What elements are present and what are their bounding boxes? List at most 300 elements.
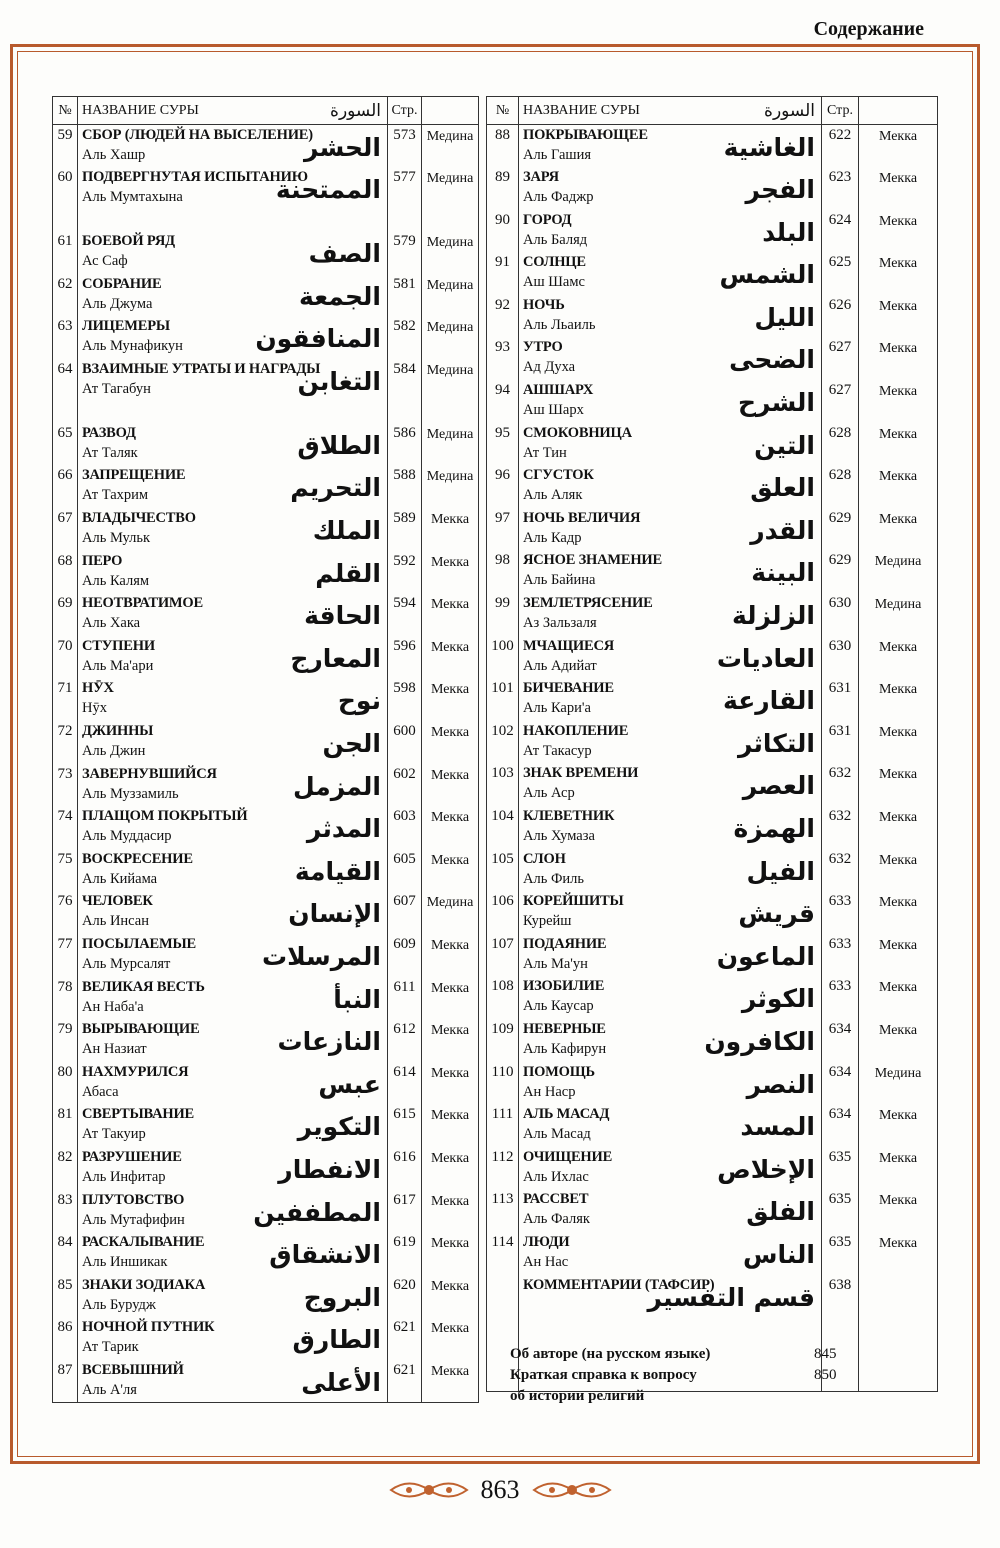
surah-name-arabic: التغابن: [297, 366, 381, 396]
surah-name-ru: ЗНАКИ ЗОДИАКА: [82, 1276, 206, 1293]
surah-place: Мекка: [422, 636, 479, 679]
surah-name-ru: БИЧЕВАНИЕ: [523, 680, 614, 697]
surah-number: 73: [53, 764, 78, 807]
surah-name-translit: Аль Каусар: [523, 998, 594, 1015]
surah-name-arabic: الحاقة: [304, 601, 381, 631]
surah-table-left: [52, 96, 479, 1403]
surah-number: 65: [53, 423, 78, 466]
header-place: [859, 97, 938, 125]
surah-page: 633: [822, 976, 859, 1019]
surah-name-ru: ЗАВЕРНУВШИЙСЯ: [82, 765, 217, 782]
surah-title-cell: [519, 976, 822, 1019]
surah-row: [487, 252, 938, 295]
surah-place: Мекка: [859, 295, 938, 338]
surah-name-arabic: قريش: [738, 899, 815, 929]
surah-name-ru: ЧЕЛОВЕК: [82, 893, 153, 910]
header-page: Стр.: [388, 97, 422, 125]
surah-place: Мекка: [859, 721, 938, 764]
surah-name-translit: Ан Назиат: [82, 1041, 147, 1058]
surah-name-ru: ПОМОЩЬ: [523, 1063, 595, 1080]
surah-row: [53, 316, 479, 359]
surah-name-translit: Нӯх: [82, 700, 107, 717]
surah-name-ru: ЗЕМЛЕТРЯСЕНИЕ: [523, 595, 653, 612]
surah-name-translit: Аль Фаджр: [523, 189, 594, 206]
surah-title-cell: [78, 593, 388, 636]
surah-number: 68: [53, 551, 78, 594]
surah-name-ru: НӮХ: [82, 680, 114, 697]
surah-row: [487, 423, 938, 466]
surah-page: 611: [388, 977, 422, 1020]
surah-name-translit: Аль Иншикак: [82, 1254, 168, 1271]
surah-place: Мекка: [859, 763, 938, 806]
surah-name-arabic: الجن: [322, 729, 381, 759]
surah-row: [487, 337, 938, 380]
surah-name-translit: Аль Муддасир: [82, 828, 172, 845]
surah-row: [487, 636, 938, 679]
surah-page: 631: [822, 678, 859, 721]
header-num: №: [487, 97, 519, 125]
surah-name-ru: АЛЬ МАСАД: [523, 1106, 610, 1123]
surah-name-translit: Аль Инсан: [82, 913, 149, 930]
page-footer: [0, 1470, 1000, 1510]
surah-row: [487, 1232, 938, 1275]
surah-row: [53, 1062, 479, 1105]
surah-name-translit: Аль Ихлас: [523, 1168, 589, 1185]
surah-place: Мекка: [422, 1317, 479, 1360]
surah-place: Медина: [422, 316, 479, 359]
surah-page: 632: [822, 763, 859, 806]
surah-row: [53, 1275, 479, 1318]
surah-name-ru: ДЖИННЫ: [82, 723, 154, 740]
header-title: [519, 97, 822, 125]
surah-name-translit: Абаса: [82, 1083, 119, 1100]
surah-name-translit: Ад Духа: [523, 359, 576, 376]
surah-name-ru: НОЧНОЙ ПУТНИК: [82, 1319, 215, 1336]
surah-place: Мекка: [859, 167, 938, 210]
surah-place: Медина: [859, 1062, 938, 1105]
header-page: Стр.: [822, 97, 859, 125]
extra-entry-author: Об авторе (на русском языке): [510, 1346, 711, 1362]
surah-row: [53, 274, 479, 317]
surah-name-translit: Ан Наба'а: [82, 998, 144, 1015]
surah-name-translit: Курейш: [523, 913, 572, 930]
surah-place: Мекка: [859, 934, 938, 977]
surah-name-arabic: الفيل: [746, 856, 815, 886]
surah-name-arabic: القارعة: [723, 686, 815, 716]
surah-page: 589: [388, 508, 422, 551]
surah-name-arabic: الطارق: [292, 1325, 381, 1355]
surah-row: [487, 891, 938, 934]
surah-title-cell: [519, 423, 822, 466]
surah-place: [859, 1275, 938, 1318]
surah-page: 619: [388, 1232, 422, 1275]
surah-name-ru: ВЫРЫВАЮЩИЕ: [82, 1021, 200, 1038]
surah-name-ru: ИЗОБИЛИЕ: [523, 978, 605, 995]
surah-name-ru: СВЕРТЫВАНИЕ: [82, 1106, 195, 1123]
surah-place: Мекка: [422, 934, 479, 977]
surah-row: [53, 1360, 479, 1403]
surah-name-arabic: الكوثر: [741, 984, 815, 1014]
surah-row: [53, 231, 479, 274]
surah-page: 586: [388, 423, 422, 466]
surah-name-ru: БОЕВОЙ РЯД: [82, 233, 175, 250]
surah-number: 94: [487, 380, 519, 423]
surah-title-cell: [78, 125, 388, 168]
surah-page: 633: [822, 891, 859, 934]
extra-entry-religions: Краткая справка к вопросу об истории религий: [510, 1367, 697, 1404]
surah-place: Мекка: [859, 1104, 938, 1147]
surah-row: [53, 508, 479, 551]
surah-number: 114: [487, 1232, 519, 1275]
surah-page: 623: [822, 167, 859, 210]
surah-name-translit: Аль Калям: [82, 572, 150, 589]
surah-place: Медина: [422, 167, 479, 231]
surah-title-cell: [519, 295, 822, 338]
surah-number: 97: [487, 508, 519, 551]
surah-number: 62: [53, 274, 78, 317]
surah-page: 579: [388, 231, 422, 274]
surah-title-cell: [78, 764, 388, 807]
surah-name-ru: ЛИЦЕМЕРЫ: [82, 318, 170, 335]
surah-row: [53, 891, 479, 934]
surah-name-translit: Аль Филь: [523, 870, 585, 887]
surah-title-cell: [78, 231, 388, 274]
surah-row: [53, 934, 479, 977]
surah-name-arabic: الشمس: [719, 260, 815, 290]
surah-place: Мекка: [422, 1232, 479, 1275]
surah-page: 631: [822, 721, 859, 764]
surah-page: 633: [822, 934, 859, 977]
surah-title-cell: [519, 1147, 822, 1190]
surah-name-ru: СБОР (ЛЮДЕЙ НА ВЫСЕЛЕНИЕ): [82, 127, 313, 143]
surah-number: 66: [53, 465, 78, 508]
surah-number: 78: [53, 977, 78, 1020]
surah-page: 635: [822, 1147, 859, 1190]
surah-name-ru: КЛЕВЕТНИК: [523, 808, 615, 824]
surah-title-cell: [519, 721, 822, 764]
surah-row: [53, 977, 479, 1020]
surah-name-ru: СГУСТОК: [523, 467, 594, 484]
surah-row: [53, 1317, 479, 1360]
surah-name-ru: ПЛАЩОМ ПОКРЫТЫЙ: [82, 808, 248, 825]
surah-name-arabic: الانفطار: [278, 1154, 381, 1184]
surah-name-arabic: التكاثر: [737, 728, 815, 758]
surah-name-arabic: القيامة: [294, 856, 381, 886]
surah-name-ru: СЛОН: [523, 850, 566, 867]
surah-name-arabic: المنافقون: [255, 324, 381, 354]
surah-row: [487, 1275, 938, 1318]
surah-number: 74: [53, 806, 78, 849]
surah-title-cell: [78, 849, 388, 892]
surah-number: 103: [487, 763, 519, 806]
surah-title-cell: [78, 806, 388, 849]
surah-page: 635: [822, 1232, 859, 1275]
surah-number: 107: [487, 934, 519, 977]
surah-name-ru: НАКОПЛЕНИЕ: [523, 722, 629, 739]
surah-place: Мекка: [422, 1147, 479, 1190]
surah-name-translit: Аль Баляд: [523, 231, 588, 248]
surah-place: Мекка: [422, 508, 479, 551]
surah-place: Мекка: [422, 764, 479, 807]
surah-place: Мекка: [422, 721, 479, 764]
surah-name-arabic: المعارج: [290, 643, 381, 673]
surah-list-left: [53, 125, 479, 1403]
surah-name-translit: Аль Мульк: [82, 530, 150, 547]
header-num: №: [53, 97, 78, 125]
surah-title-cell: [519, 593, 822, 636]
surah-number: 81: [53, 1104, 78, 1147]
surah-place: Мекка: [859, 891, 938, 934]
surah-row: [487, 1189, 938, 1232]
surah-name-ru: ЛЮДИ: [523, 1233, 570, 1250]
surah-name-arabic: القدر: [750, 515, 815, 545]
surah-name-ru: ВЗАИМНЫЕ УТРАТЫ И НАГРАДЫ: [82, 360, 321, 377]
surah-title-cell: [78, 316, 388, 359]
surah-row: [487, 976, 938, 1019]
surah-name-translit: Аль Мурсалят: [82, 956, 171, 972]
surah-place: Мекка: [422, 1275, 479, 1318]
surah-title-cell: [519, 337, 822, 380]
surah-page: 607: [388, 891, 422, 934]
surah-name-translit: Аль Адийат: [523, 657, 597, 674]
surah-row: [53, 1190, 479, 1233]
surah-title-cell: [78, 1190, 388, 1233]
surah-page: 614: [388, 1062, 422, 1105]
surah-name-ru: НОЧЬ: [523, 296, 565, 313]
surah-place: Медина: [422, 423, 479, 466]
surah-page: 577: [388, 167, 422, 231]
surah-title-cell: [519, 210, 822, 253]
surah-name-arabic: التكوير: [297, 1112, 381, 1142]
surah-title-cell: [78, 167, 388, 231]
surah-title-cell: [78, 1147, 388, 1190]
surah-table-right: [486, 96, 938, 1392]
surah-name-translit: Аль Джин: [82, 743, 146, 760]
surah-row: [487, 593, 938, 636]
surah-page: 628: [822, 423, 859, 466]
surah-place: Мекка: [859, 1147, 938, 1190]
surah-place: Медина: [859, 593, 938, 636]
surah-name-translit: Ат Тин: [523, 444, 567, 461]
surah-place: Медина: [422, 125, 479, 168]
surah-title-cell: [519, 678, 822, 721]
surah-number: [487, 1275, 519, 1318]
surah-number: 113: [487, 1189, 519, 1232]
surah-row: [487, 763, 938, 806]
surah-title-cell: [519, 1062, 822, 1105]
surah-page: 616: [388, 1147, 422, 1190]
surah-page: 629: [822, 508, 859, 551]
surah-place: Мекка: [859, 678, 938, 721]
surah-name-ru: ВОСКРЕСЕНИЕ: [82, 850, 193, 867]
surah-page: 621: [388, 1317, 422, 1360]
surah-title-cell: [519, 1275, 822, 1318]
surah-place: Мекка: [859, 976, 938, 1019]
surah-title-cell: [519, 550, 822, 593]
surah-title-cell: [519, 934, 822, 977]
surah-place: Мекка: [422, 678, 479, 721]
surah-row: [487, 934, 938, 977]
surah-row: [53, 1232, 479, 1275]
surah-name-arabic: المدثر: [306, 814, 381, 844]
surah-number: 63: [53, 316, 78, 359]
surah-place: Мекка: [859, 252, 938, 295]
surah-title-cell: [78, 1360, 388, 1403]
surah-name-translit: Аль Мунафикун: [82, 338, 183, 355]
surah-name-ru: ЗНАК ВРЕМЕНИ: [523, 765, 639, 782]
surah-page: 638: [822, 1275, 859, 1318]
surah-name-arabic: المرسلات: [262, 942, 381, 971]
surah-name-ru: КОРЕЙШИТЫ: [523, 893, 624, 910]
surah-name-ru: РАЗРУШЕНИЕ: [82, 1148, 182, 1165]
surah-title-cell: [78, 934, 388, 977]
surah-title-cell: [78, 977, 388, 1020]
surah-name-arabic: الفلق: [746, 1197, 815, 1227]
surah-name-ru: НОЧЬ ВЕЛИЧИЯ: [523, 509, 641, 526]
surah-row: [487, 806, 938, 849]
surah-name-translit: Аз Зальзаля: [523, 615, 597, 632]
surah-row: [53, 551, 479, 594]
surah-name-arabic: الطلاق: [297, 430, 381, 460]
surah-name-translit: Аль Гашия: [523, 147, 591, 163]
surah-name-ru: ПОДВЕРГНУТАЯ ИСПЫТАНИЮ: [82, 169, 308, 186]
surah-name-arabic: الهمزة: [733, 814, 815, 843]
surah-number: 77: [53, 934, 78, 977]
surah-number: 71: [53, 678, 78, 721]
surah-row: [53, 806, 479, 849]
surah-number: 109: [487, 1019, 519, 1062]
surah-page: 609: [388, 934, 422, 977]
surah-page: 603: [388, 806, 422, 849]
surah-page: 628: [822, 465, 859, 508]
surah-number: 89: [487, 167, 519, 210]
surah-page: 581: [388, 274, 422, 317]
surah-name-arabic: الشرح: [738, 388, 815, 418]
surah-name-translit: Ат Такуир: [82, 1126, 146, 1143]
surah-page: 627: [822, 337, 859, 380]
surah-name-ru: ЗАРЯ: [523, 169, 559, 186]
header-place: [422, 97, 479, 125]
surah-number: 110: [487, 1062, 519, 1105]
surah-number: 101: [487, 678, 519, 721]
surah-row: [487, 550, 938, 593]
surah-title-cell: [519, 891, 822, 934]
surah-place: Мекка: [422, 593, 479, 636]
surah-name-ru: НЕОТВРАТИМОЕ: [82, 595, 203, 612]
surah-name-ru: ВЛАДЫЧЕСТВО: [82, 510, 196, 527]
surah-name-translit: Ас Саф: [82, 253, 128, 270]
surah-name-ru: УТРО: [523, 339, 563, 356]
surah-name-translit: Аль А'ля: [82, 1381, 137, 1398]
surah-number: 69: [53, 593, 78, 636]
surah-place: Мекка: [422, 551, 479, 594]
surah-place: Мекка: [859, 125, 938, 168]
surah-number: 88: [487, 125, 519, 168]
surah-name-translit: Аль Бурудж: [82, 1296, 156, 1313]
surah-place: Мекка: [859, 380, 938, 423]
surah-title-cell: [78, 1104, 388, 1147]
surah-place: Мекка: [422, 849, 479, 892]
surah-page: 627: [822, 380, 859, 423]
surah-name-translit: Ан Нас: [523, 1253, 569, 1270]
header-arabic: السورة: [330, 100, 381, 121]
surah-name-arabic: الحشر: [304, 133, 381, 162]
surah-row: [487, 1147, 938, 1190]
surah-name-translit: Аш Шамс: [523, 274, 585, 291]
surah-page: 630: [822, 636, 859, 679]
surah-title-cell: [78, 1317, 388, 1360]
surah-number: 108: [487, 976, 519, 1019]
surah-place: Медина: [422, 359, 479, 423]
surah-number: 92: [487, 295, 519, 338]
surah-number: 93: [487, 337, 519, 380]
surah-title-cell: [78, 1019, 388, 1062]
surah-place: Медина: [422, 465, 479, 508]
header-title: [78, 97, 388, 125]
surah-name-arabic: نوح: [337, 686, 381, 716]
surah-name-arabic: الأعلى: [301, 1367, 381, 1397]
surah-row: [53, 721, 479, 764]
surah-number: 90: [487, 210, 519, 253]
surah-page: 632: [822, 849, 859, 892]
surah-name-arabic: البروج: [303, 1282, 381, 1312]
surah-name-arabic: الماعون: [716, 941, 815, 971]
surah-name-translit: Аль Хумаза: [523, 828, 595, 844]
surah-page: 605: [388, 849, 422, 892]
surah-number: 95: [487, 423, 519, 466]
header-arabic: السورة: [764, 100, 815, 121]
surah-place: Мекка: [422, 1190, 479, 1233]
surah-place: Мекка: [859, 1019, 938, 1062]
surah-name-arabic: الممتحنة: [275, 175, 381, 205]
surah-name-arabic: الصف: [308, 239, 381, 269]
surah-title-cell: [78, 423, 388, 466]
surah-page: 624: [822, 210, 859, 253]
surah-place: Мекка: [422, 977, 479, 1020]
surah-name-arabic: العلق: [750, 473, 815, 503]
surah-title-cell: [519, 465, 822, 508]
surah-name-translit: Ат Тарик: [82, 1339, 139, 1356]
surah-title-cell: [519, 125, 822, 168]
surah-title-cell: [78, 678, 388, 721]
surah-page: 602: [388, 764, 422, 807]
surah-title-cell: [519, 849, 822, 892]
surah-row: [53, 636, 479, 679]
surah-title-cell: [78, 359, 388, 423]
surah-title-cell: [78, 721, 388, 764]
surah-name-arabic: النصر: [746, 1069, 815, 1099]
surah-row: [487, 1104, 938, 1147]
surah-name-arabic: الليل: [754, 302, 815, 332]
surah-page: 620: [388, 1275, 422, 1318]
surah-number: 79: [53, 1019, 78, 1062]
table-header-row: [487, 97, 938, 125]
surah-name-ru: ПЛУТОВСТВО: [82, 1191, 185, 1208]
surah-page: 634: [822, 1104, 859, 1147]
surah-row: [53, 423, 479, 466]
surah-title-cell: [519, 380, 822, 423]
surah-place: Медина: [422, 274, 479, 317]
surah-number: 91: [487, 252, 519, 295]
ornament-left-icon: [389, 1475, 469, 1505]
surah-row: [487, 125, 938, 168]
surah-title-cell: [519, 167, 822, 210]
surah-place: Мекка: [859, 1189, 938, 1232]
surah-row: [487, 210, 938, 253]
surah-name-ru: ВЕЛИКАЯ ВЕСТЬ: [82, 978, 205, 995]
surah-row: [487, 508, 938, 551]
surah-name-ru: СТУПЕНИ: [82, 637, 155, 654]
